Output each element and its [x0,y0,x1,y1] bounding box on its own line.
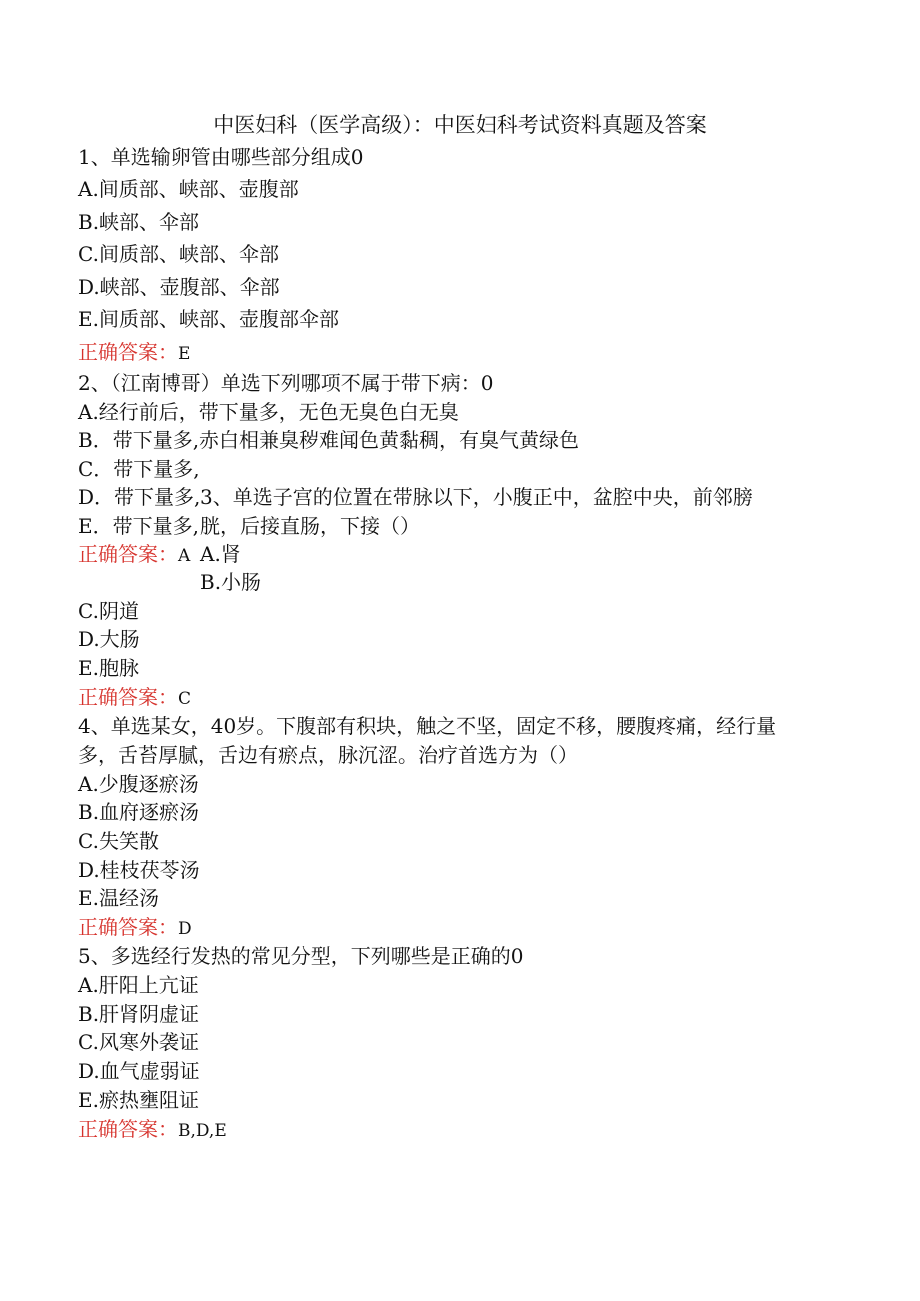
question-2-option-c: C．带下量多, [78,457,200,481]
question-4-option-c: C.失笑散 [78,829,159,853]
answer-value: A [178,546,191,566]
question-4-option-a: A.少腹逐瘀汤 [78,772,199,796]
question-4-option-e: E.温经汤 [78,886,159,910]
question-3-option-e: E.胞脉 [78,656,139,680]
answer-label: 正确答案： [78,340,178,364]
question-5-option-c: C.风寒外袭证 [78,1030,199,1054]
question-5-option-d: D.血气虚弱证 [78,1059,200,1083]
question-5-option-e: E.瘀热壅阻证 [78,1088,199,1112]
question-2-option-a: A.经行前后，带下量多，无色无臭色白无臭 [78,400,459,424]
question-1-option-b: B.峡部、伞部 [78,210,200,234]
question-5-option-b: B.肝肾阴虚证 [78,1002,200,1026]
question-2-option-b: B．带下量多,赤白相兼臭秽难闻色黄黏稠，有臭气黄绿色 [78,428,580,452]
question-3-answer [78,683,191,713]
question-2-option-e: E．带下量多, [78,514,199,538]
question-1-option-d: D.峡部、壶腹部、伞部 [78,275,280,299]
answer-value: D [178,919,192,939]
answer-label: 正确答案： [78,685,178,709]
question-2-stem: 2、（江南博哥）单选下列哪项不属于带下病：0 [78,371,494,395]
question-4-option-d: D.桂枝茯苓汤 [78,858,200,882]
question-5-option-a: A.肝阳上亢证 [78,973,199,997]
question-3-stem-line-1: 3、单选子宫的位置在带脉以下，小腹正中，盆腔中央，前邻膀 [200,485,753,509]
question-4-answer [78,913,192,943]
question-2-option-d: D．带下量多, [78,485,201,509]
page-title: 中医妇科（医学高级）：中医妇科考试资料真题及答案 [213,113,707,137]
question-5-answer [78,1115,227,1145]
question-3-option-c: C.阴道 [78,599,139,623]
answer-value: C [178,689,192,709]
question-5-stem: 5、多选经行发热的常见分型，下列哪些是正确的0 [78,944,524,968]
answer-value: E [178,344,191,364]
question-4-stem-line-1: 4、单选某女，40岁。下腹部有积块，触之不坚，固定不移，腰腹疼痛，经行量 [78,714,777,738]
answer-label: 正确答案： [78,1117,178,1141]
question-4-option-b: B.血府逐瘀汤 [78,800,200,824]
answer-label: 正确答案： [78,542,178,566]
question-1-option-a: A.间质部、峡部、壶腹部 [78,177,299,201]
question-2-answer [78,540,190,570]
question-1-option-c: C.间质部、峡部、伞部 [78,242,279,266]
question-3-option-d: D.大肠 [78,627,140,651]
question-3-option-b: B.小肠 [200,570,262,594]
answer-label: 正确答案： [78,915,178,939]
question-3-stem-line-2: 胱，后接直肠，下接（） [200,514,420,538]
question-1-stem: 1、单选输卵管由哪些部分组成0 [78,145,364,169]
question-1-option-e: E.间质部、峡部、壶腹部伞部 [78,307,339,331]
question-3-option-a: A.肾 [200,542,241,566]
question-4-stem-line-2: 多，舌苔厚腻，舌边有瘀点，脉沉涩。治疗首选方为（） [78,743,578,767]
answer-value: B,D,E [178,1121,227,1141]
question-1-answer [78,338,190,368]
